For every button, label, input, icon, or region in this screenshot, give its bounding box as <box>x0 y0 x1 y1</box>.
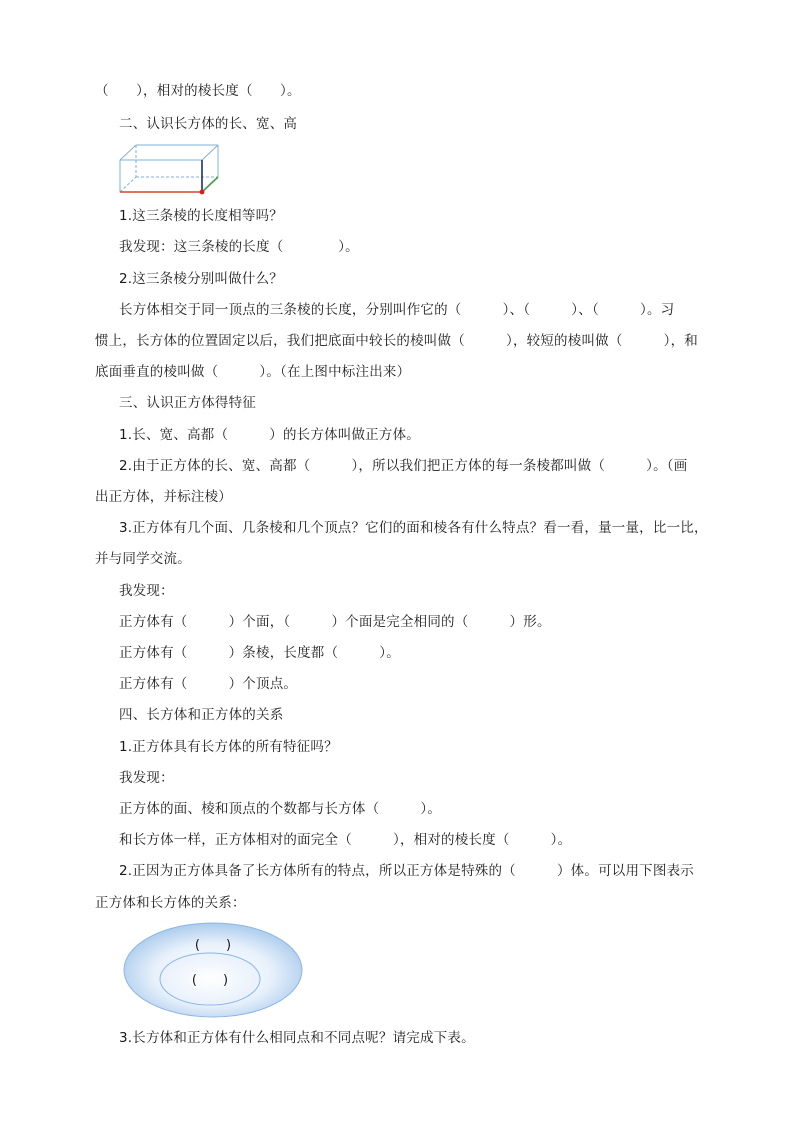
question: 1.正方体具有长方体的所有特征吗？ <box>119 739 338 755</box>
text-line: 正方体的面、棱和顶点的个数都与长方体（ ）。 <box>119 801 442 817</box>
question: 3.长方体和正方体有什么相同点和不同点呢？请完成下表。 <box>119 1030 475 1046</box>
text-line: 正方体有（ ）个面，（ ）个面是完全相同的（ ）形。 <box>119 614 551 630</box>
question: 2.这三条棱分别叫做什么？ <box>119 271 283 287</box>
text-line: 惯上，长方体的位置固定以后，我们把底面中较长的棱叫做（ ），较短的棱叫做（ ），和 <box>95 333 698 349</box>
text-line: 和长方体一样，正方体相对的面完全（ ），相对的棱长度（ ）。 <box>119 832 572 848</box>
venn-diagram <box>120 920 306 1022</box>
text-line: 并与同学交流。 <box>95 551 191 567</box>
text-line: 正方体有（ ）条棱，长度都（ ）。 <box>119 645 400 661</box>
text-line: 2.由于正方体的长、宽、高都（ ），所以我们把正方体的每一条棱都叫做（ ）。（画 <box>119 458 688 474</box>
cuboid-edge <box>120 145 136 160</box>
text-line: 长方体相交于同一顶点的三条棱的长度，分别叫作它的（ ）、（ ）、（ ）。习 <box>119 302 675 318</box>
text-line: 出正方体，并标注棱） <box>95 489 232 505</box>
text-line: 底面垂直的棱叫做（ ）。（在上图中标注出来） <box>95 364 411 380</box>
text-line: 正方体有（ ）个顶点。 <box>119 676 298 692</box>
venn-inner-label: ( ) <box>191 973 229 988</box>
text-line: 1.长、宽、高都（ ）的长方体叫做正方体。 <box>119 427 420 443</box>
text-line: （ ），相对的棱长度（ ）。 <box>95 83 301 99</box>
section-heading: 四、长方体和正方体的关系 <box>119 707 284 723</box>
question: 1.这三条棱的长度相等吗？ <box>119 208 283 224</box>
cuboid-hidden-edge <box>120 177 136 192</box>
question: 3.正方体有几个面、几条棱和几个顶点？它们的面和棱各有什么特点？看一看，量一量，比一比， <box>119 520 708 536</box>
cuboid-figure <box>118 143 220 195</box>
section-heading: 三、认识正方体得特征 <box>119 395 256 411</box>
cuboid-vertex <box>200 190 205 195</box>
cuboid-width-edge <box>202 177 218 192</box>
text-line: 我发现： <box>119 770 174 786</box>
text-line: 正方体和长方体的关系： <box>95 895 246 911</box>
cuboid-edge <box>202 145 218 160</box>
venn-outer-label: ( ) <box>194 938 232 953</box>
text-line: 我发现：这三条棱的长度（ ）。 <box>119 239 359 255</box>
text-line: 我发现： <box>119 583 174 599</box>
section-heading: 二、认识长方体的长、宽、高 <box>119 116 298 132</box>
question: 2.正因为正方体具备了长方体所有的特点，所以正方体是特殊的（ ）体。可以用下图表示 <box>119 863 694 879</box>
